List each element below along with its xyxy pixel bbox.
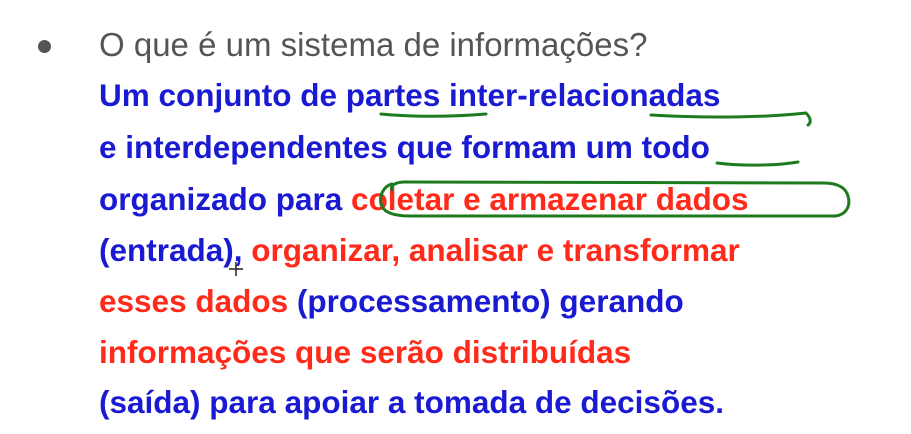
line-2-text-a: e interdependentes que formam um <box>99 129 642 165</box>
definition-line-6 <box>99 332 631 372</box>
line-1-text-a: Um conjunto de <box>99 77 346 113</box>
definition-line-3 <box>99 179 748 219</box>
definition-line-1 <box>99 75 720 115</box>
line-4-text-a: (entrada), <box>99 232 252 268</box>
question-text: O que é um sistema de informações? <box>99 26 648 63</box>
definition-line-7 <box>99 382 724 422</box>
keyword-partes: partes <box>345 77 441 113</box>
phrase-coletar-armazenar: coletar e armazenar dados <box>351 181 749 217</box>
bullet-point <box>38 40 51 53</box>
definition-line-4 <box>99 230 740 270</box>
keyword-todo: todo <box>641 129 710 165</box>
line-7-text: (saída) para apoiar a tomada de decisões. <box>99 384 724 420</box>
line-1-text-c: inter-relacionadas <box>440 77 721 113</box>
phrase-esses-dados: esses dados <box>99 283 289 319</box>
phrase-informacoes: informações que serão distribuídas <box>99 334 632 370</box>
phrase-organizar: organizar, analisar e transformar <box>251 232 740 268</box>
definition-line-2 <box>99 127 710 167</box>
definition-line-5 <box>99 281 684 321</box>
line-3-text-a: organizado para <box>99 181 352 217</box>
underline-todo-annotation <box>717 162 798 165</box>
line-5-text-b: (processamento) gerando <box>288 283 684 319</box>
